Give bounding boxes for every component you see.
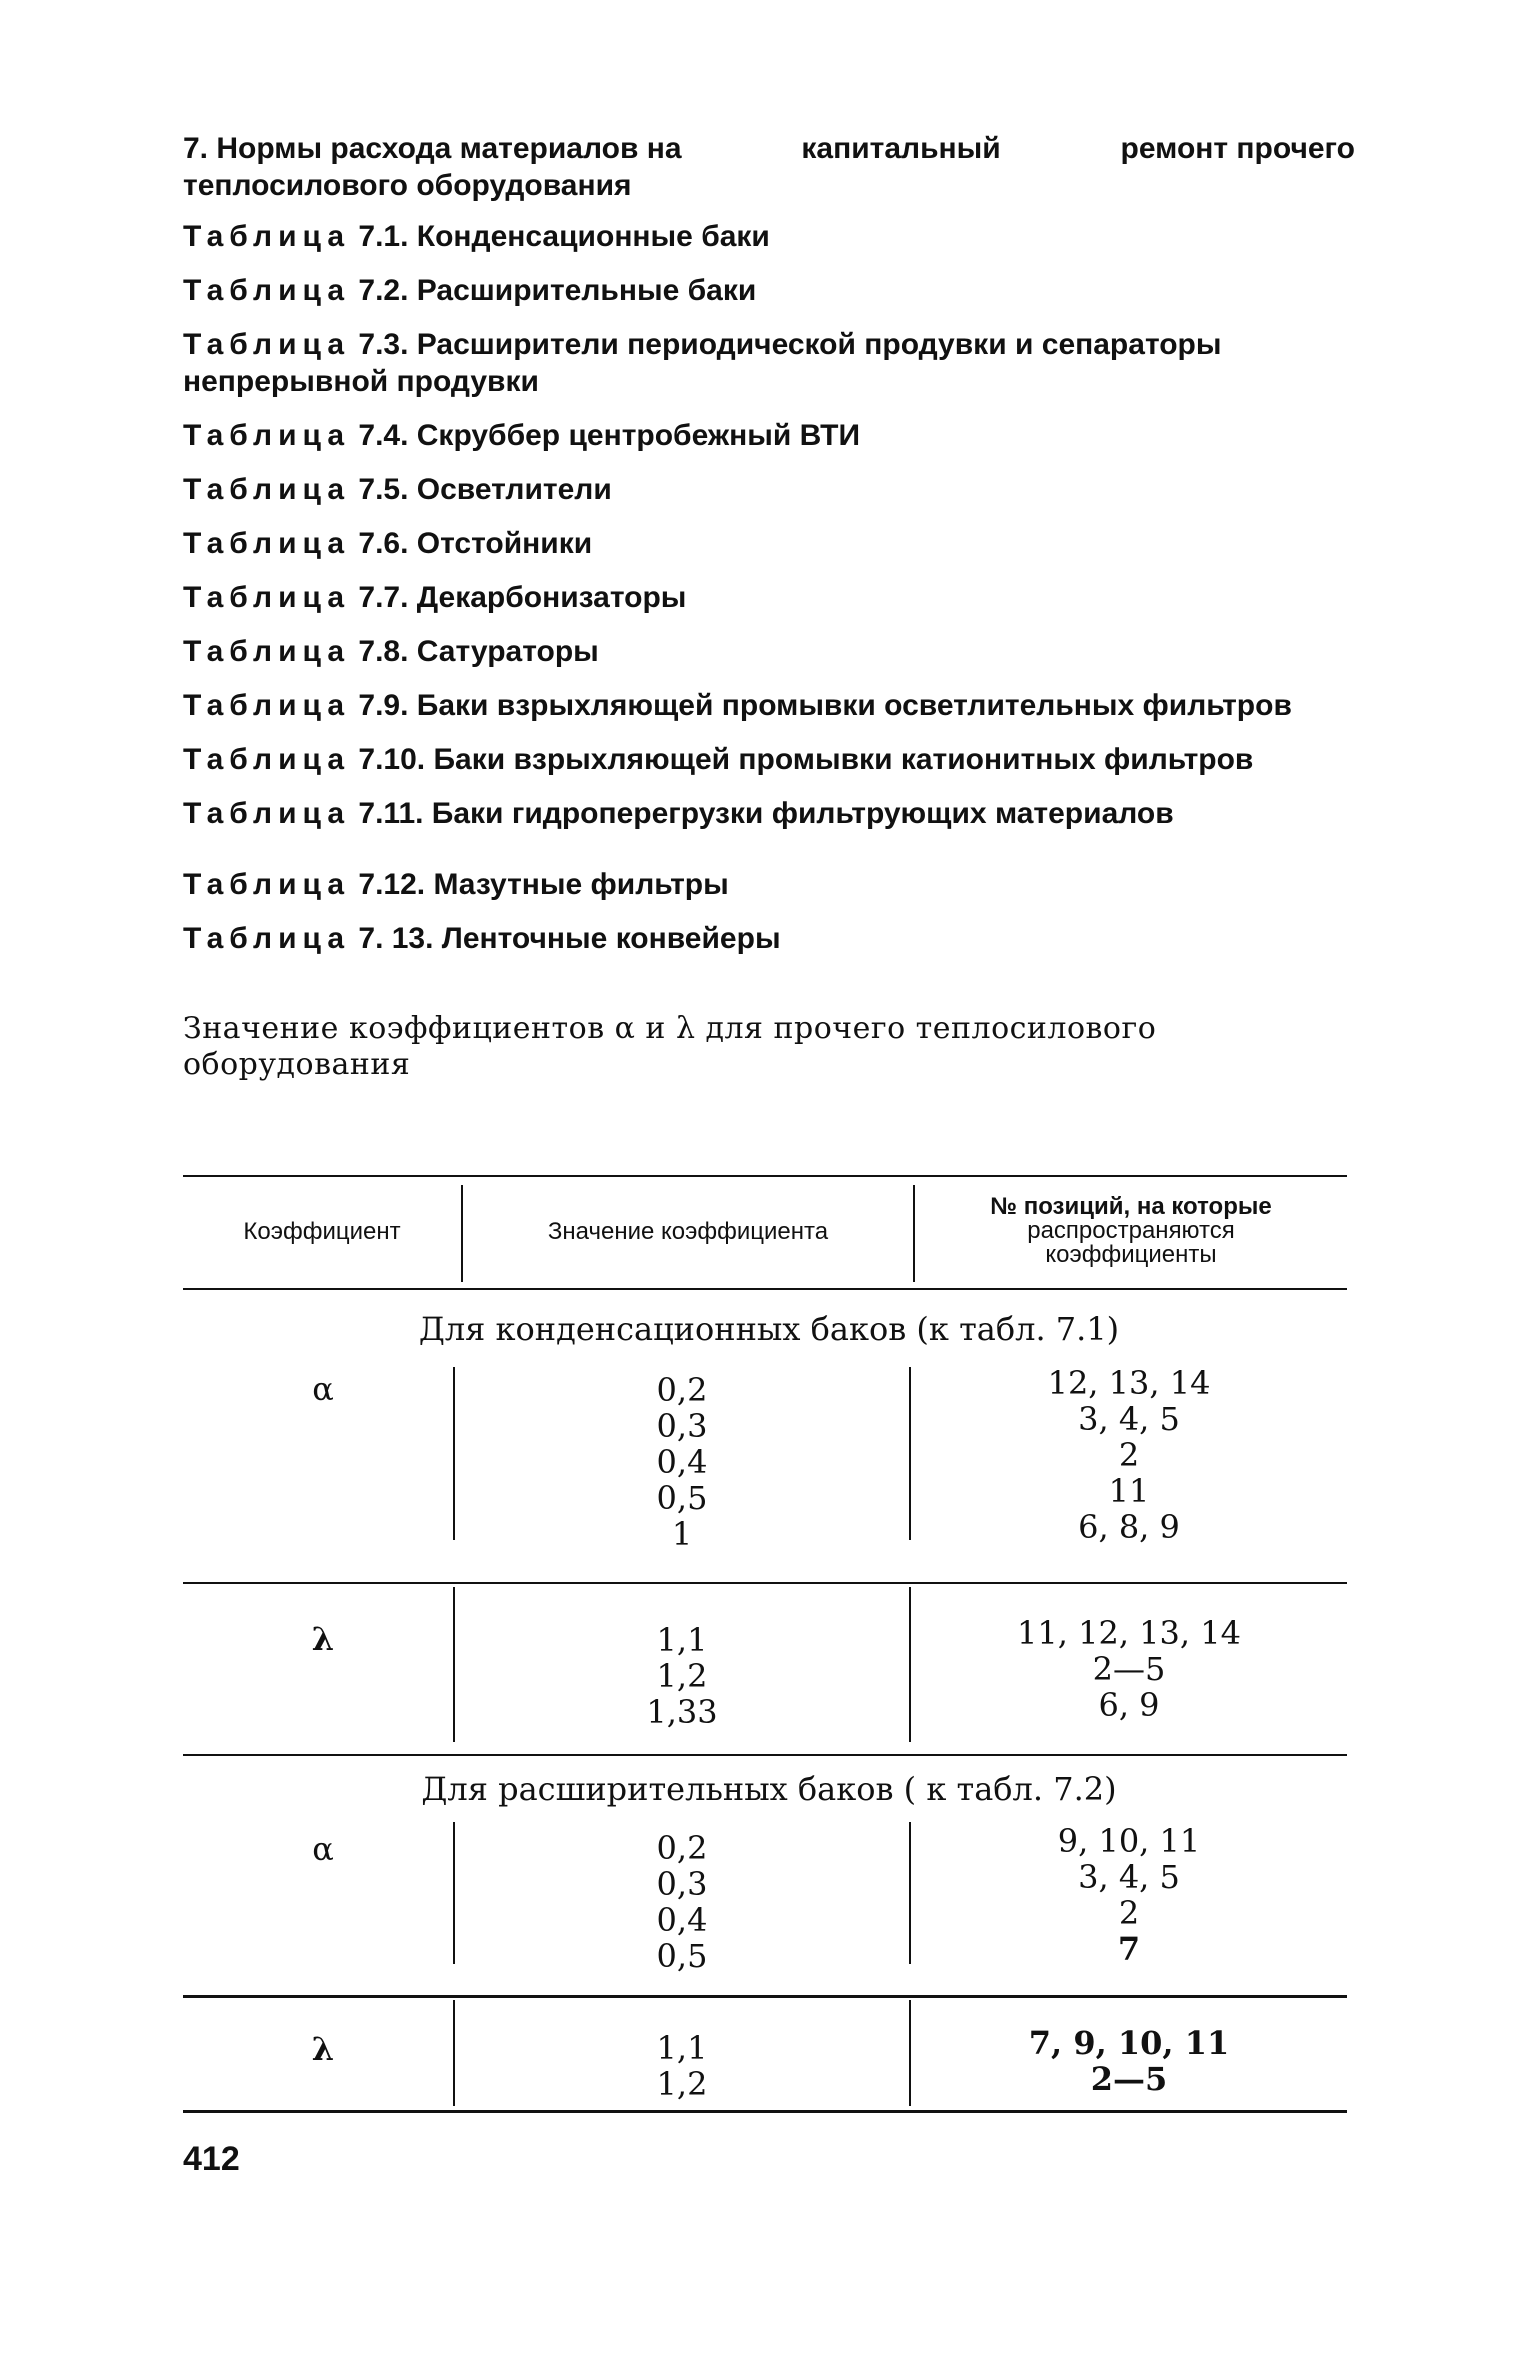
group-title-expansion: Для расширительных баков ( к табл. 7.2) — [421, 1770, 1117, 1808]
table-top-rule — [183, 1175, 1347, 1177]
g2-alpha-symbol: α — [312, 1830, 334, 1868]
page-number: 412 — [183, 2140, 240, 2178]
g2-lambda-symbol: λ — [311, 2030, 335, 2068]
header-bottom-rule — [183, 1288, 1347, 1290]
table-ref-7-8: Таблица 7.8. Сатураторы — [183, 635, 599, 668]
table-ref-7-2: Таблица 7.2. Расширительные баки — [183, 274, 757, 307]
table-ref-7-6: Таблица 7.6. Отстойники — [183, 527, 593, 560]
section-title-right: ремонт прочего — [1120, 132, 1355, 165]
coefficients-table — [183, 1175, 1355, 2115]
table-ref-7-13: Таблица 7. 13. Ленточные конвейеры — [183, 922, 781, 955]
g2-alpha-positions: 9, 10, 11 3, 4, 5 2 7 — [1057, 1822, 1201, 1968]
g1-bottom-rule — [183, 1754, 1347, 1756]
section-title — [183, 130, 1355, 167]
section-title-continuation: теплосилового оборудования — [183, 169, 632, 202]
g2-lambda-values: 1,1 1,2 — [656, 2029, 708, 2103]
g1-lambda-positions: 11, 12, 13, 14 2—5 6, 9 — [1017, 1614, 1241, 1724]
table-ref-7-12: Таблица 7.12. Мазутные фильтры — [183, 868, 729, 901]
g2-alpha-values: 0,2 0,3 0,4 0,5 — [656, 1829, 708, 1975]
g1-lambda-symbol: λ — [311, 1620, 335, 1658]
table-ref-7-9: Таблица 7.9. Баки взрыхляющей промывки осветлительных фильтров — [183, 689, 1292, 722]
page-body — [183, 130, 1355, 1083]
section-title-mid: капитальный — [801, 132, 1001, 165]
coefficients-intro: Значение коэффициентов α и λ для прочего теплосилового оборудования — [183, 1011, 1157, 1082]
table-ref-7-4: Таблица 7.4. Скруббер центробежный ВТИ — [183, 419, 861, 452]
header-coefficient: Коэффициент — [243, 1218, 401, 1245]
g1-alpha-positions: 12, 13, 14 3, 4, 5 2 11 6, 8, 9 — [1047, 1364, 1211, 1546]
g2-lambda-positions: 7, 9, 10, 11 2—5 — [1028, 2024, 1230, 2098]
table-ref-7-7: Таблица 7.7. Декарбонизаторы — [183, 581, 687, 614]
g1-alpha-bottom-rule — [183, 1582, 1347, 1584]
g1-alpha-symbol: α — [312, 1370, 334, 1408]
header-positions: № позиций, на которые распространяются коэффициенты — [990, 1193, 1272, 1268]
g1-alpha-values: 0,2 0,3 0,4 0,5 1 — [656, 1371, 708, 1553]
group-title-condensation: Для конденсационных баков (к табл. 7.1) — [418, 1310, 1120, 1348]
table-ref-7-3: Таблица 7.3. Расширители периодической продувки и сепараторы непрерывной продувки — [183, 328, 1222, 398]
table-ref-7-1: Таблица 7.1. Конденсационные баки — [183, 220, 770, 253]
section-title-left: 7. Нормы расхода материалов на — [183, 132, 682, 165]
table-ref-7-11: Таблица 7.11. Баки гидроперегрузки фильтрующих материалов — [183, 797, 1174, 830]
g2-alpha-bottom-rule — [183, 1995, 1347, 1998]
table-ref-7-5: Таблица 7.5. Осветлители — [183, 473, 612, 506]
g1-lambda-values: 1,1 1,2 1,33 — [646, 1621, 718, 1731]
header-value: Значение коэффициента — [547, 1218, 829, 1245]
table-ref-7-10: Таблица 7.10. Баки взрыхляющей промывки катионитных фильтров — [183, 743, 1254, 776]
table-bottom-rule — [183, 2110, 1347, 2113]
